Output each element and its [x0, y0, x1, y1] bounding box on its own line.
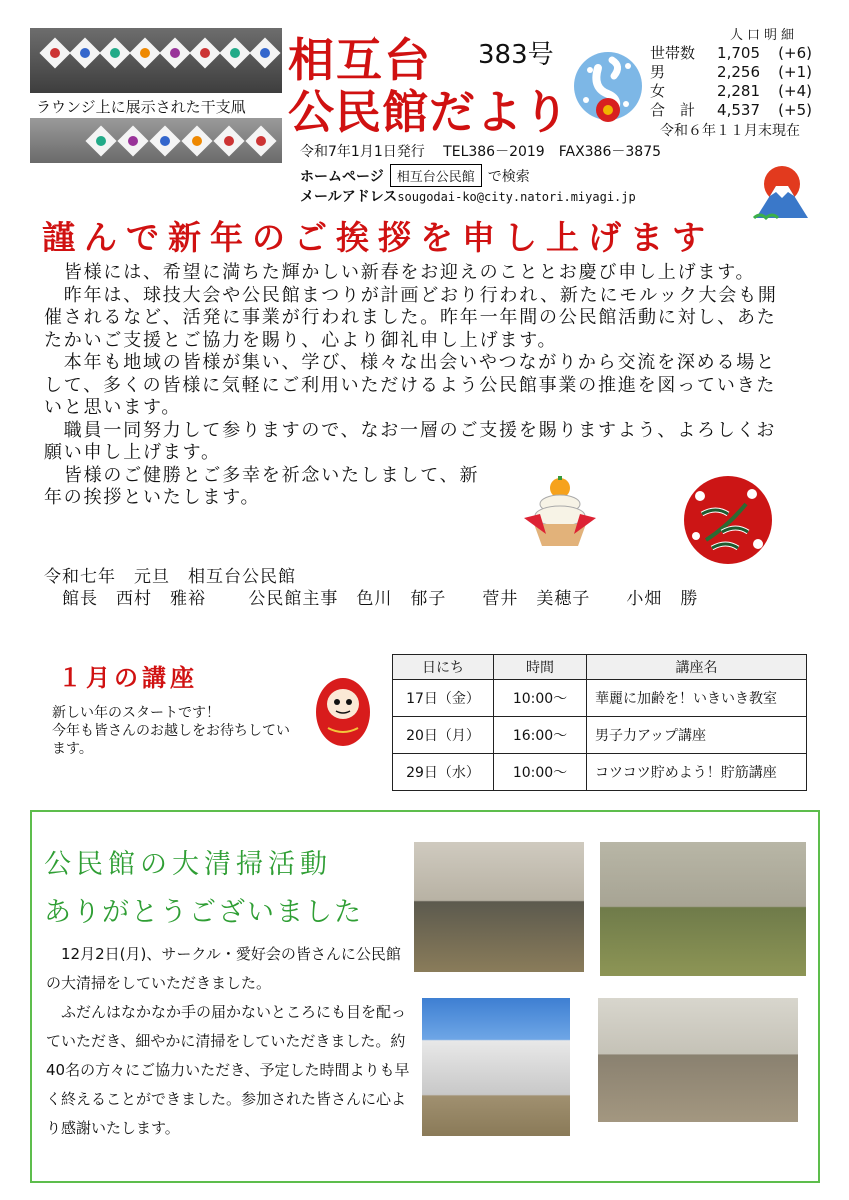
lectures-message: 新しい年のスタートです！ 今年も皆さんのお越しをお待ちしています。: [52, 705, 290, 757]
photo-caption: ラウンジ上に展示された干支凧: [36, 98, 246, 116]
cleaning-photo-lounge: [414, 842, 584, 972]
cleaning-photo-hall: [598, 998, 798, 1122]
cleaning-title-line2: ありがとうございました: [44, 897, 363, 928]
lecture-time: 10:00～: [494, 680, 587, 717]
masthead-title-line1: 相互台: [288, 33, 432, 87]
population-table: [650, 44, 812, 120]
greeting-paragraph: 皆様のご健勝とご多幸を祈念いたしまして、新年の挨拶といたします。: [44, 464, 480, 508]
header-date: 日にち: [393, 655, 494, 680]
new-year-greeting-title: 謹んで新年のご挨拶を申し上げます: [42, 218, 714, 257]
lecture-date: 20日（月）: [393, 717, 494, 754]
greeting-paragraph: 職員一同努力して参りますので、なお一層のご支援を賜りますよう、よろしくお願い申し上げます。: [44, 419, 777, 463]
lecture-date: 29日（水）: [393, 754, 494, 791]
greeting-paragraph: 本年も地域の皆様が集い、学び、様々な出会いやつながりから交流を深める場として、多くの皆様に気軽にご利用いただけるよう公民館事業の推進を図っていきたいと思います。: [44, 352, 777, 418]
homepage-search-label: で検索: [487, 168, 530, 185]
email-address[interactable]: sougodai-ko@city.natori.miyagi.jp: [397, 190, 636, 204]
lecture-time: 16:00～: [494, 717, 587, 754]
header-course: 講座名: [587, 655, 807, 680]
table-row: [393, 754, 807, 791]
table-row: [393, 717, 807, 754]
mount-fuji-sunrise-icon: [752, 160, 812, 224]
lecture-time: 10:00～: [494, 754, 587, 791]
population-as-of: 令和６年１１月末現在: [660, 123, 800, 139]
greeting-paragraph: 皆様には、希望に満ちた輝かしい新春をお迎えのこととお慶び申し上げます。: [44, 262, 756, 283]
lectures-title: １月の講座: [58, 664, 198, 692]
population-row-total: 合 計 4,537 (+5): [650, 101, 812, 119]
new-year-greeting-body: [44, 262, 784, 510]
homepage-search-box: 相互台公民館: [390, 164, 482, 187]
lecture-course: コツコツ貯めよう！貯筋講座: [587, 754, 807, 791]
pine-plum-emblem-icon: [682, 474, 774, 566]
daruma-icon: [314, 668, 372, 748]
cleaning-photo-exterior: [422, 998, 570, 1136]
header-time: 時間: [494, 655, 587, 680]
email-label: メールアドレス: [300, 189, 398, 205]
population-row-male: 男 2,256 (+1): [650, 63, 812, 81]
cleaning-paragraph: 12月2日(月)、サークル・愛好会の皆さんに公民館の大清掃をしていただきました。: [46, 945, 401, 992]
kagami-mochi-icon: [520, 474, 600, 550]
table-row: [393, 680, 807, 717]
cleaning-photo-tatami-room: [600, 842, 806, 976]
cleaning-body: [46, 940, 414, 1143]
issue-number: 383号: [478, 40, 554, 70]
population-row-female: 女 2,281 (+4): [650, 82, 812, 100]
greeting-date-line: 令和七年 元旦 相互台公民館: [44, 567, 296, 587]
masthead-title-line2: 公民館だより: [288, 85, 570, 139]
homepage-line: [300, 164, 530, 187]
cleaning-title-line1: 公民館の大清掃活動: [44, 849, 332, 880]
staff-names: 館長 西村 雅裕 公民館主事 色川 郁子 菅井 美穂子 小畑 勝: [62, 589, 699, 609]
email-line: [300, 186, 636, 206]
homepage-label: ホームページ: [300, 168, 384, 185]
lecture-date: 17日（金）: [393, 680, 494, 717]
population-title: 人口明細: [730, 28, 799, 43]
population-row-households: 世帯数 1,705 (+6): [650, 44, 812, 62]
lecture-course: 華麗に加齢を！いきいき教室: [587, 680, 807, 717]
cleaning-paragraph: ふだんはなかなか手の届かないところにも目を配っていただき、細やかに清掃をしていただきました。約40名の方々にご協力いただき、予定した時間よりも早く終えることができました。参加された皆さんに心より感謝いたします。: [46, 1003, 410, 1137]
lecture-course: 男子力アップ講座: [587, 717, 807, 754]
kite-display-photo-1: [30, 28, 282, 93]
snake-ornament-icon: [568, 40, 648, 124]
greeting-paragraph: 昨年は、球技大会や公民館まつりが計画どおり行われ、新たにモルック大会も開催されるなど、活発に事業が行われました。昨年一年間の公民館活動に対し、あたたかいご支援とご協力を賜り、心より御礼申し上げます。: [44, 284, 778, 351]
lectures-header-row: [393, 655, 807, 680]
lectures-table: [392, 654, 807, 791]
kite-display-photo-2: [30, 118, 282, 163]
issue-contact-line: 令和7年1月1日発行 TEL386－2019 FAX386－3875: [300, 144, 662, 160]
